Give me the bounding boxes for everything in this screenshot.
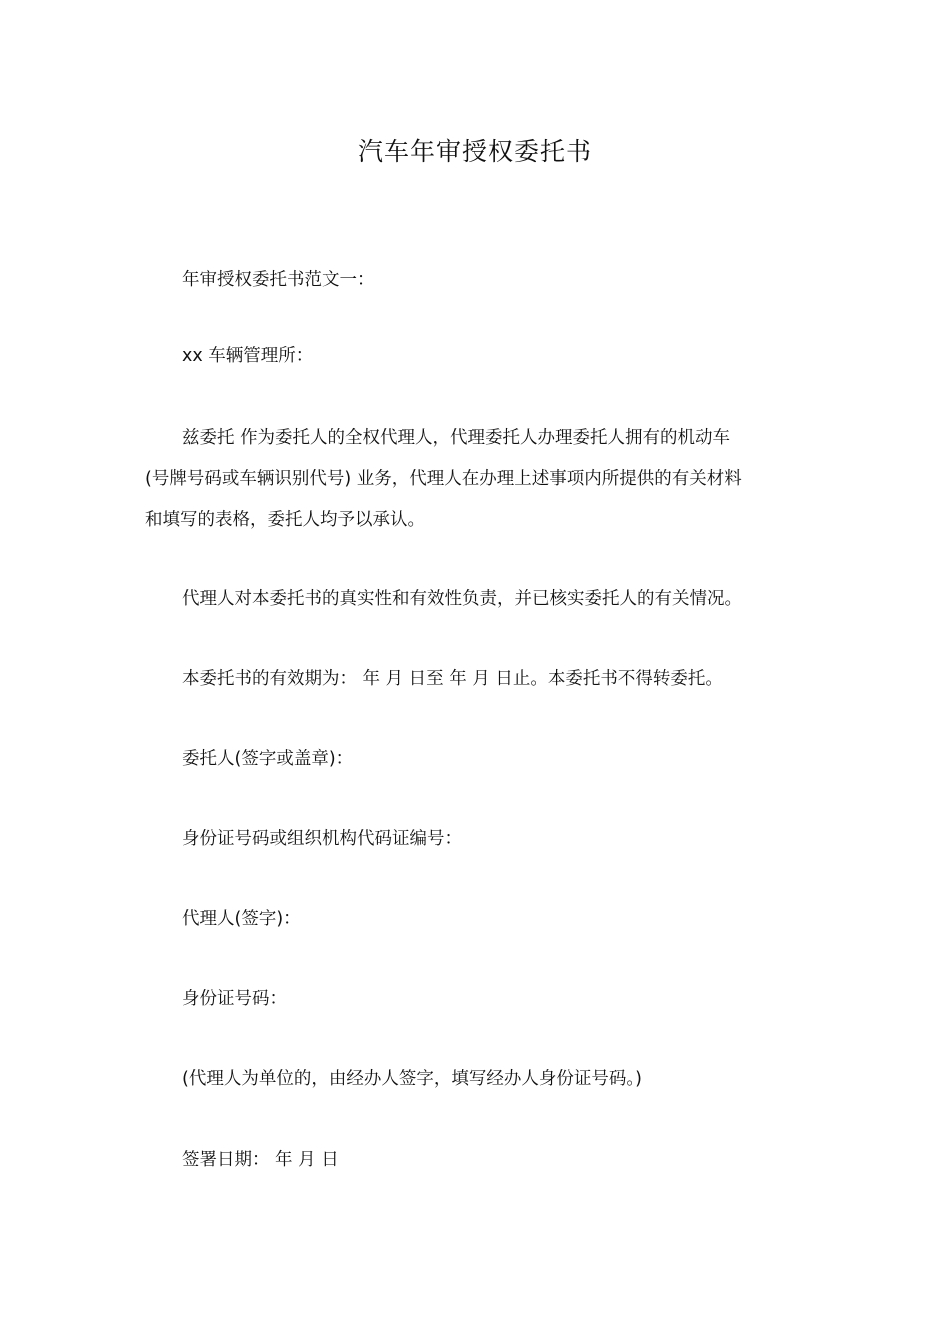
- agent-id-field: 身份证号码：: [182, 989, 287, 1009]
- entrustment-line-1: 兹委托 作为委托人的全权代理人，代理委托人办理委托人拥有的机动车: [182, 428, 731, 448]
- principal-signature-field: 委托人(签字或盖章)：: [182, 749, 354, 769]
- agent-note: (代理人为单位的，由经办人签字，填写经办人身份证号码。): [182, 1069, 642, 1089]
- responsibility-statement: 代理人对本委托书的真实性和有效性负责，并已核实委托人的有关情况。: [182, 589, 742, 609]
- entrustment-line-3: 和填写的表格，委托人均予以承认。: [145, 510, 425, 530]
- entrustment-paragraph: [145, 418, 805, 541]
- entrustment-line-2: (号牌号码或车辆识别代号) 业务，代理人在办理上述事项内所提供的有关材料: [145, 469, 742, 489]
- validity-period: 本委托书的有效期为： 年 月 日至 年 月 日止。本委托书不得转委托。: [182, 669, 723, 689]
- section-heading: 年审授权委托书范文一：: [182, 270, 375, 290]
- sign-date-field: 签署日期： 年 月 日: [182, 1150, 339, 1170]
- agent-signature-field: 代理人(签字)：: [182, 909, 301, 929]
- principal-id-field: 身份证号码或组织机构代码证编号：: [182, 829, 462, 849]
- document-title: 汽车年审授权委托书: [357, 137, 592, 166]
- addressee: xx 车辆管理所：: [182, 346, 314, 366]
